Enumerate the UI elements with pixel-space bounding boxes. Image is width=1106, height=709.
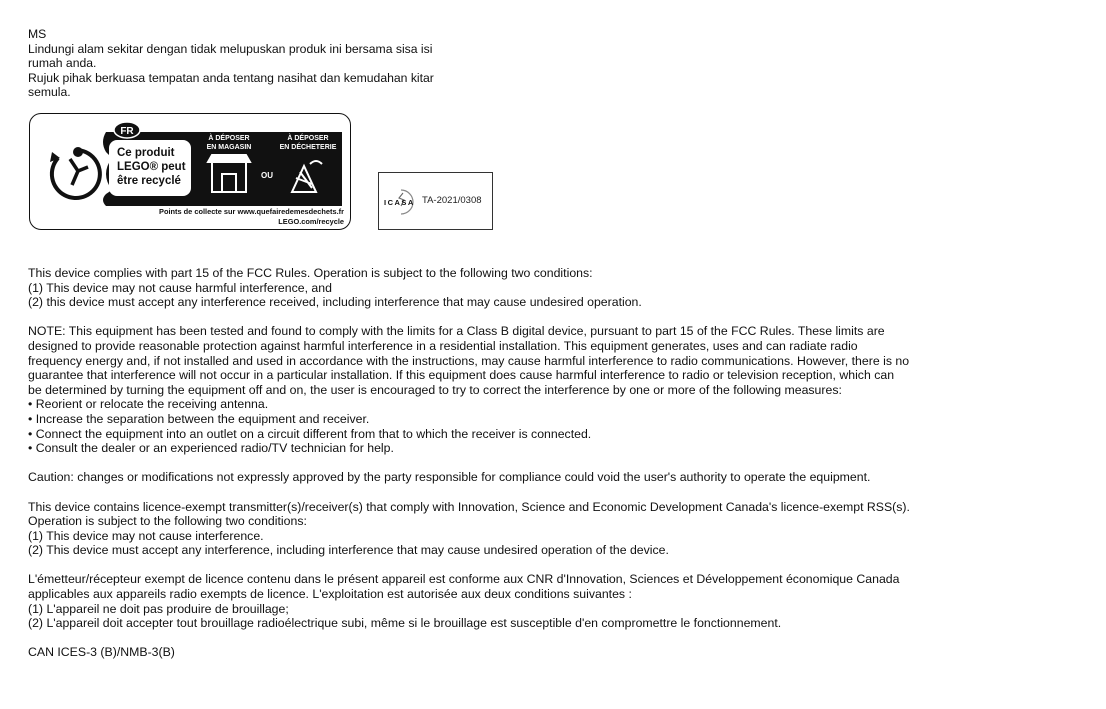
product-line: Ce produit: [117, 147, 175, 159]
ised-english-condition: (1) This device may not cause interference.: [28, 528, 264, 543]
product-line: être recyclé: [117, 175, 181, 187]
fcc-measure: • Consult the dealer or an experienced radio/TV technician for help.: [28, 441, 394, 456]
paragraph-gap: [28, 558, 1038, 573]
store-heading: EN MAGASIN: [206, 144, 252, 151]
collection-points-line: Points de collecte sur www.quefairedemesdechets.fr: [159, 207, 344, 216]
fcc-caution: Caution: changes or modifications not expressly approved by the party responsible for compliance could void the user's authority to operate the equipment.: [28, 470, 871, 485]
paragraph-gap: [28, 485, 1038, 500]
store-heading: À DÉPOSER: [208, 135, 250, 142]
fcc-intro: This device complies with part 15 of the FCC Rules. Operation is subject to the following two conditions:: [28, 266, 593, 280]
center-heading: À DÉPOSER: [287, 135, 329, 142]
notice-line: Lindungi alam sekitar dengan tidak melupuskan produk ini bersama sisa isi: [28, 41, 433, 56]
center-heading: EN DÉCHETERIE: [279, 144, 337, 151]
fcc-note-line: be determined by turning the equipment off and on, the user is encouraged to try to correct the interference by one or more of the following measures:: [28, 382, 842, 397]
ised-french-condition: (1) L'appareil ne doit pas produire de brouillage;: [28, 601, 289, 616]
icasa-logo: [383, 187, 423, 217]
fr-badge-text: FR: [120, 126, 134, 137]
ices-compliance-code: CAN ICES-3 (B)/NMB-3(B): [28, 645, 175, 660]
paragraph-gap: [28, 310, 1038, 325]
product-line: LEGO® peut: [117, 161, 186, 173]
triman-recycling-label: [29, 113, 351, 230]
fr-badge: [114, 122, 140, 138]
paragraph-gap: [28, 456, 1038, 471]
ised-english-line: Operation is subject to the following two conditions:: [28, 514, 307, 529]
ised-french-line: applicables aux appareils radio exempts de licence. L'exploitation est autorisée aux deux conditions suivantes :: [28, 587, 632, 602]
fcc-note-line: designed to provide reasonable protection against harmful interference in a residential installation. This equipment generates, uses and can radiate radio: [28, 338, 858, 353]
ised-english-line: This device contains licence-exempt transmitter(s)/receiver(s) that comply with Innovation, Science and Economic Development Canada's licence-exempt RSS(s).: [28, 499, 910, 514]
notice-line: rumah anda.: [28, 56, 97, 71]
or-label: OU: [261, 171, 273, 180]
fcc-note-line: NOTE: This equipment has been tested and found to comply with the limits for a Class B digital device, pursuant to part 15 of the FCC Rules. These limits are: [28, 324, 885, 339]
icasa-logo-text: ICASA: [384, 198, 415, 207]
paragraph-gap: [28, 631, 1038, 646]
icasa-approval-number: TA-2021/0308: [422, 195, 482, 206]
fcc-note-line: frequency energy and, if not installed and used in accordance with the instructions, may cause harmful interference to radio communications. However, there is no: [28, 353, 910, 368]
fcc-measure: • Increase the separation between the equipment and receiver.: [28, 411, 370, 426]
ised-french-line: L'émetteur/récepteur exempt de licence contenu dans le présent appareil est conforme aux CNR d'Innovation, Sciences et Développement économique Canada: [28, 572, 900, 587]
language-code: MS: [28, 27, 47, 41]
fcc-condition: (1) This device may not cause harmful interference, and: [28, 280, 332, 295]
malay-recycling-notice: [28, 27, 458, 100]
ised-english-condition: (2) This device must accept any interference, including interference that may cause undesired operation of the device.: [28, 543, 669, 558]
fcc-condition: (2) this device must accept any interference received, including interference that may cause undesired operation.: [28, 295, 642, 310]
fcc-measure: • Connect the equipment into an outlet on a circuit different from that to which the receiver is connected.: [28, 426, 592, 441]
notice-line: Rujuk pihak berkuasa tempatan anda tentang nasihat dan kemudahan kitar: [28, 70, 434, 85]
ised-french-condition: (2) L'appareil doit accepter tout brouillage radioélectrique subi, même si le brouillage est susceptible d'en compromettre le fonctionnement.: [28, 616, 782, 631]
fcc-note-line: guarantee that interference will not occur in a particular installation. If this equipment does cause harmful interference to radio or television reception, which can: [28, 368, 895, 383]
regulatory-statements: [28, 266, 1038, 660]
triman-recycle-icon: [50, 147, 100, 198]
lego-recycle-url: LEGO.com/recycle: [278, 217, 344, 226]
notice-line: semula.: [28, 85, 71, 100]
fcc-measure: • Reorient or relocate the receiving antenna.: [28, 397, 269, 412]
icasa-approval-label: [378, 172, 493, 230]
triman-badge: [30, 114, 350, 229]
